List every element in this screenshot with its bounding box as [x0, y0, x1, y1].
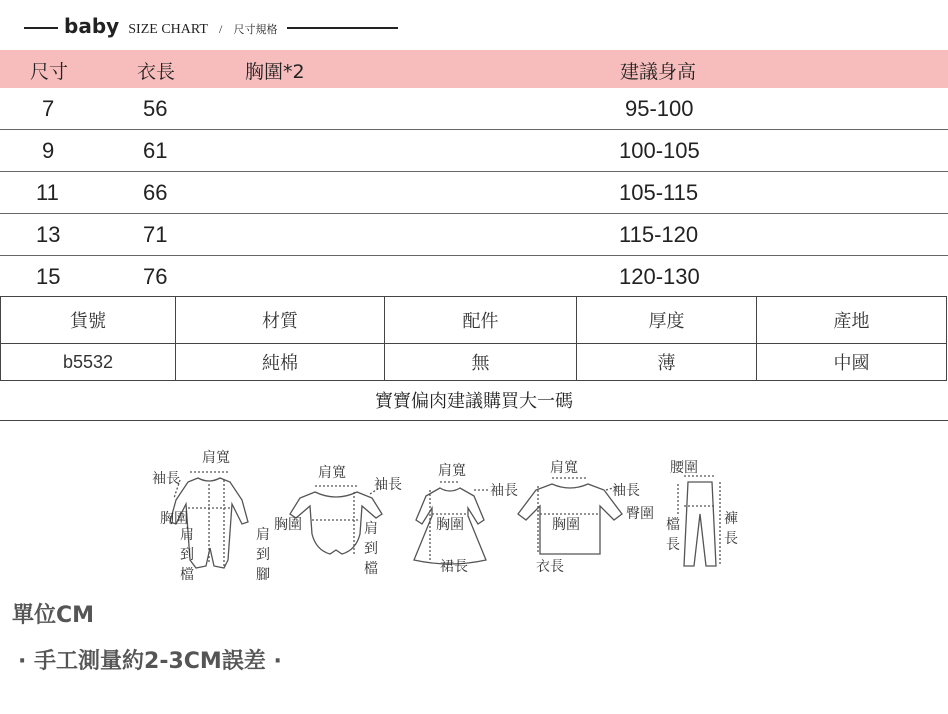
dress-chest-label: 胸圍: [436, 517, 464, 533]
measurement-diagram: [140, 450, 760, 590]
header-height: 建議身高: [620, 61, 697, 83]
cell-height: 120-130: [619, 264, 700, 289]
cell-size: 11: [36, 180, 59, 205]
info-header-thickness: 厚度: [577, 297, 757, 344]
bodysuit-sleeve-label: 袖長: [374, 477, 402, 493]
info-header-origin: 產地: [757, 297, 947, 344]
bodysuit-s2c-2: 到: [364, 541, 378, 557]
title-text: [64, 14, 277, 38]
info-header-row: [1, 297, 947, 344]
bodysuit-chest-label: 胸圍: [274, 517, 302, 533]
dress-shoulder-label: 肩寬: [438, 463, 466, 479]
pants-leg-1: 褲: [724, 511, 738, 527]
size-advice-note: 寶寶偏肉建議購買大一碼: [0, 384, 948, 421]
header-chest: 胸圍*2: [245, 61, 305, 83]
cell-length: 76: [143, 264, 168, 289]
romper-s2f-2: 到: [256, 547, 270, 563]
romper-sleeve-label: 袖長: [152, 471, 180, 487]
size-table-header: [0, 50, 948, 88]
pants-illustration: [678, 476, 720, 566]
cell-height: 105-115: [619, 180, 699, 205]
product-info-table: [0, 296, 947, 381]
cell-height: 95-100: [625, 96, 694, 121]
cell-length: 71: [143, 222, 168, 247]
cell-length: 56: [143, 96, 168, 121]
pants-leg-2: 長: [724, 531, 738, 547]
romper-s2c-2: 到: [180, 547, 194, 563]
header-size: 尺寸: [30, 61, 69, 83]
title-divider-left: [24, 27, 58, 29]
info-value-row: [1, 344, 947, 381]
info-thickness: 薄: [577, 344, 757, 381]
info-header-material: 材質: [176, 297, 385, 344]
info-origin: 中國: [757, 344, 947, 381]
pants-waist-label: 腰圍: [670, 460, 698, 476]
bodysuit-s2c-3: 檔: [364, 561, 378, 577]
info-header-sku: 貨號: [1, 297, 176, 344]
romper-s2f-3: 腳: [256, 567, 270, 583]
pants-rise-2: 長: [666, 537, 680, 553]
measurement-error-note: · 手工測量約2-3CM誤差 ·: [18, 649, 282, 674]
cell-length: 66: [143, 180, 168, 205]
bodysuit-shoulder-label: 肩寬: [318, 465, 346, 481]
top-chest-label: 胸圍: [552, 517, 580, 533]
unit-label: 單位CM: [12, 603, 95, 628]
cell-size: 9: [42, 138, 55, 163]
header-length: 衣長: [137, 61, 176, 83]
info-header-accessory: 配件: [385, 297, 577, 344]
dress-skirt-label: 裙長: [440, 559, 468, 575]
romper-s2f-1: 肩: [256, 527, 270, 543]
pants-rise-1: 檔: [666, 517, 680, 533]
cell-height: 100-105: [619, 138, 700, 163]
pants-hip-label: 臀圍: [626, 506, 654, 522]
romper-chest-label: 胸圍: [160, 511, 188, 527]
size-chart-title: [0, 10, 948, 44]
cell-size: 13: [36, 222, 61, 247]
top-length-label: 衣長: [536, 559, 564, 575]
cell-length: 61: [143, 138, 168, 163]
table-row: [0, 172, 948, 214]
bodysuit-s2c-1: 肩: [364, 521, 378, 537]
top-illustration: [518, 478, 622, 554]
cell-size: 7: [42, 96, 55, 121]
table-row: [0, 130, 948, 172]
cell-size: 15: [36, 264, 61, 289]
title-slash: /: [219, 22, 223, 36]
title-size-cn: 尺寸規格: [233, 23, 278, 36]
info-material: 純棉: [176, 344, 385, 381]
top-sleeve-label: 袖長: [612, 483, 640, 499]
dress-sleeve-label: 袖長: [490, 483, 518, 499]
info-accessory: 無: [385, 344, 577, 381]
title-divider-right: [287, 27, 398, 29]
table-row: [0, 88, 948, 130]
top-shoulder-label: 肩寬: [550, 460, 578, 476]
title-size-chart: SIZE CHART: [128, 22, 208, 37]
info-sku: b5532: [1, 344, 176, 381]
cell-height: 115-120: [619, 222, 699, 247]
table-row: [0, 214, 948, 256]
romper-s2c-3: 檔: [180, 567, 194, 583]
title-brand: baby: [64, 14, 120, 38]
romper-s2c-1: 肩: [180, 527, 194, 543]
table-row: [0, 256, 948, 297]
romper-shoulder-label: 肩寬: [202, 450, 230, 466]
